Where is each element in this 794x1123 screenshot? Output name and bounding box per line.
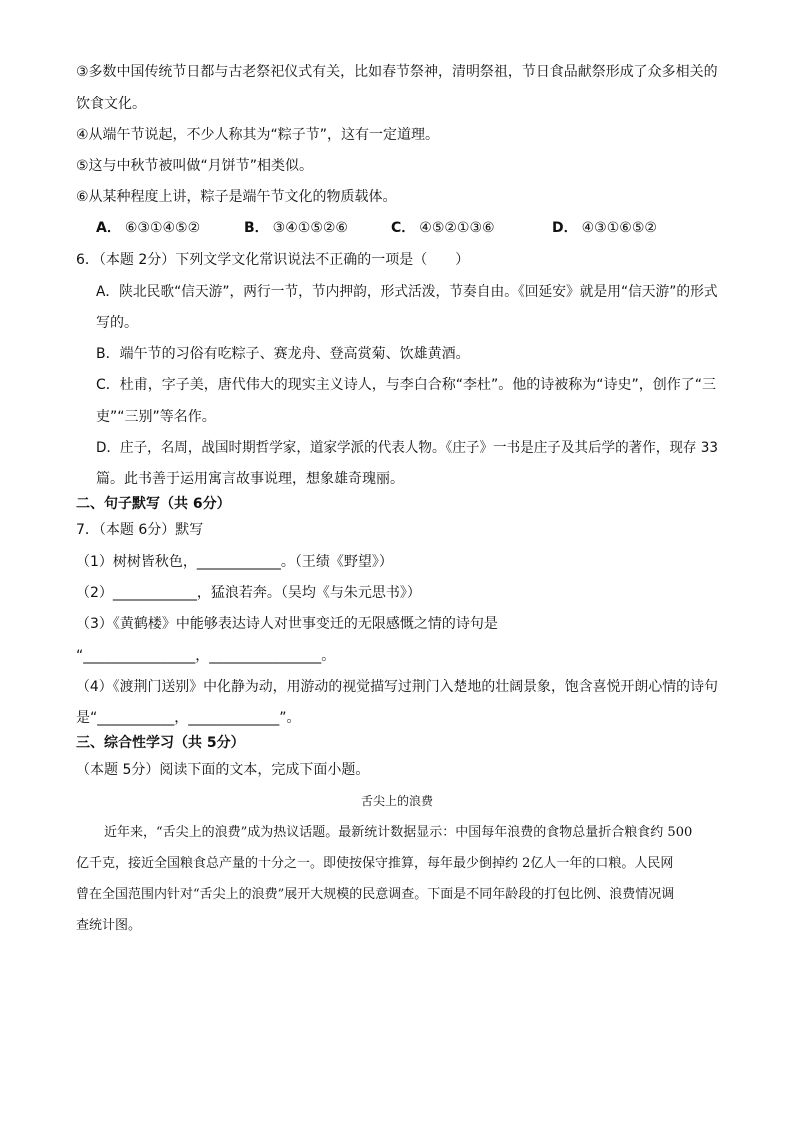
- section-3-intro: （本题 5分）阅读下面的文本，完成下面小题。: [76, 762, 370, 778]
- sentence-4: ④从端午节说起，不少人称其为“粽子节”，这有一定道理。: [76, 127, 440, 143]
- option-text: ⑥③①④⑤②: [124, 220, 201, 236]
- section-2-title: 二、句子默写（共 6分）: [76, 496, 231, 512]
- passage-title: 舌尖上的浪费: [360, 794, 433, 808]
- q6-option-a-line2: 写的。: [96, 315, 138, 331]
- option-text: ④③①⑥⑤②: [581, 220, 657, 236]
- q6-stem: 6．（本题 2分）下列文学文化常识说法不正确的一项是（ ）: [76, 252, 470, 268]
- q6-option-d-line1[interactable]: D．庄子，名周，战国时期哲学家，道家学派的代表人物。《庄子》一书是庄子及其后学的著作，现存 33: [96, 440, 719, 456]
- q6-option-a-line1[interactable]: A．陕北民歌“信天游”，两行一节，节内押韵，形式活泼，节奏自由。《回延安》就是用“信天游”的形式: [96, 284, 718, 300]
- option-text: ③④①⑤②⑥: [272, 220, 348, 236]
- sentence-5: ⑤这与中秋节被叫做“月饼节”相类似。: [76, 158, 314, 174]
- q5-option-d[interactable]: [552, 221, 657, 235]
- q5-option-b[interactable]: [244, 221, 348, 235]
- passage-line-2: 亿千克，接近全国粮食总产量的十分之一。即使按保守推算，每年最少倒掉约 2亿人一年的口粮。人民网: [76, 856, 674, 871]
- option-letter: D．: [552, 220, 578, 236]
- q7-item-3-line1: （3）《黄鹤楼》中能够表达诗人对世事变迁的无限感慨之情的诗句是: [76, 616, 498, 632]
- q6-option-c-line1[interactable]: C．杜甫，字子美，唐代伟大的现实主义诗人，与李白合称“李杜”。他的诗被称为“诗史”，创作了“三: [96, 377, 717, 393]
- option-text: ④⑤②①③⑥: [419, 220, 495, 236]
- option-letter: A．: [96, 220, 121, 236]
- q6-option-c-line2: 吏”“三别”等名作。: [96, 409, 216, 425]
- section-3-title: 三、综合性学习（共 5分）: [76, 735, 245, 751]
- q7-item-1[interactable]: （1）树树皆秋色，____________。（王绩《野望》）: [76, 554, 393, 570]
- q7-item-2[interactable]: （2）____________，猛浪若奔。（吴均《与朱元思书》）: [76, 585, 421, 601]
- q5-option-a[interactable]: [96, 221, 200, 235]
- sentence-3-line2: 饮食文化。: [76, 96, 146, 112]
- q6-option-d-line2: 篇。此书善于运用寓言故事说理，想象雄奇瑰丽。: [96, 471, 404, 487]
- q7-item-3-line2[interactable]: “________________，________________。: [76, 648, 336, 664]
- option-letter: B．: [244, 220, 269, 236]
- sentence-6: ⑥从某种程度上讲，粽子是端午节文化的物质载体。: [76, 189, 397, 205]
- q5-option-c[interactable]: [391, 221, 495, 235]
- q7-item-4-line2[interactable]: 是“___________，_____________”。: [76, 710, 301, 726]
- passage-line-1: 近年来，“舌尖上的浪费”成为热议话题。最新统计数据显示：中国每年浪费的食物总量折合粮食约 500: [104, 825, 693, 840]
- q6-option-b[interactable]: B．端午节的习俗有吃粽子、赛龙舟、登高赏菊、饮雄黄酒。: [96, 346, 470, 362]
- q7-stem: 7．（本题 6分）默写: [76, 522, 204, 538]
- q7-item-4-line1: （4）《渡荆门送别》中化静为动，用游动的视觉描写过荆门入楚地的壮阔景象，饱含喜悦开朗心情的诗句: [76, 679, 718, 695]
- passage-line-3: 曾在全国范围内针对“舌尖上的浪费”展开大规模的民意调查。下面是不同年龄段的打包比例、浪费情况调: [76, 887, 675, 902]
- passage-line-4: 查统计图。: [76, 918, 142, 933]
- sentence-3-line1: ③多数中国传统节日都与古老祭祀仪式有关，比如春节祭神，清明祭祖，节日食品献祭形成了众多相关的: [76, 64, 718, 80]
- option-letter: C．: [391, 220, 416, 236]
